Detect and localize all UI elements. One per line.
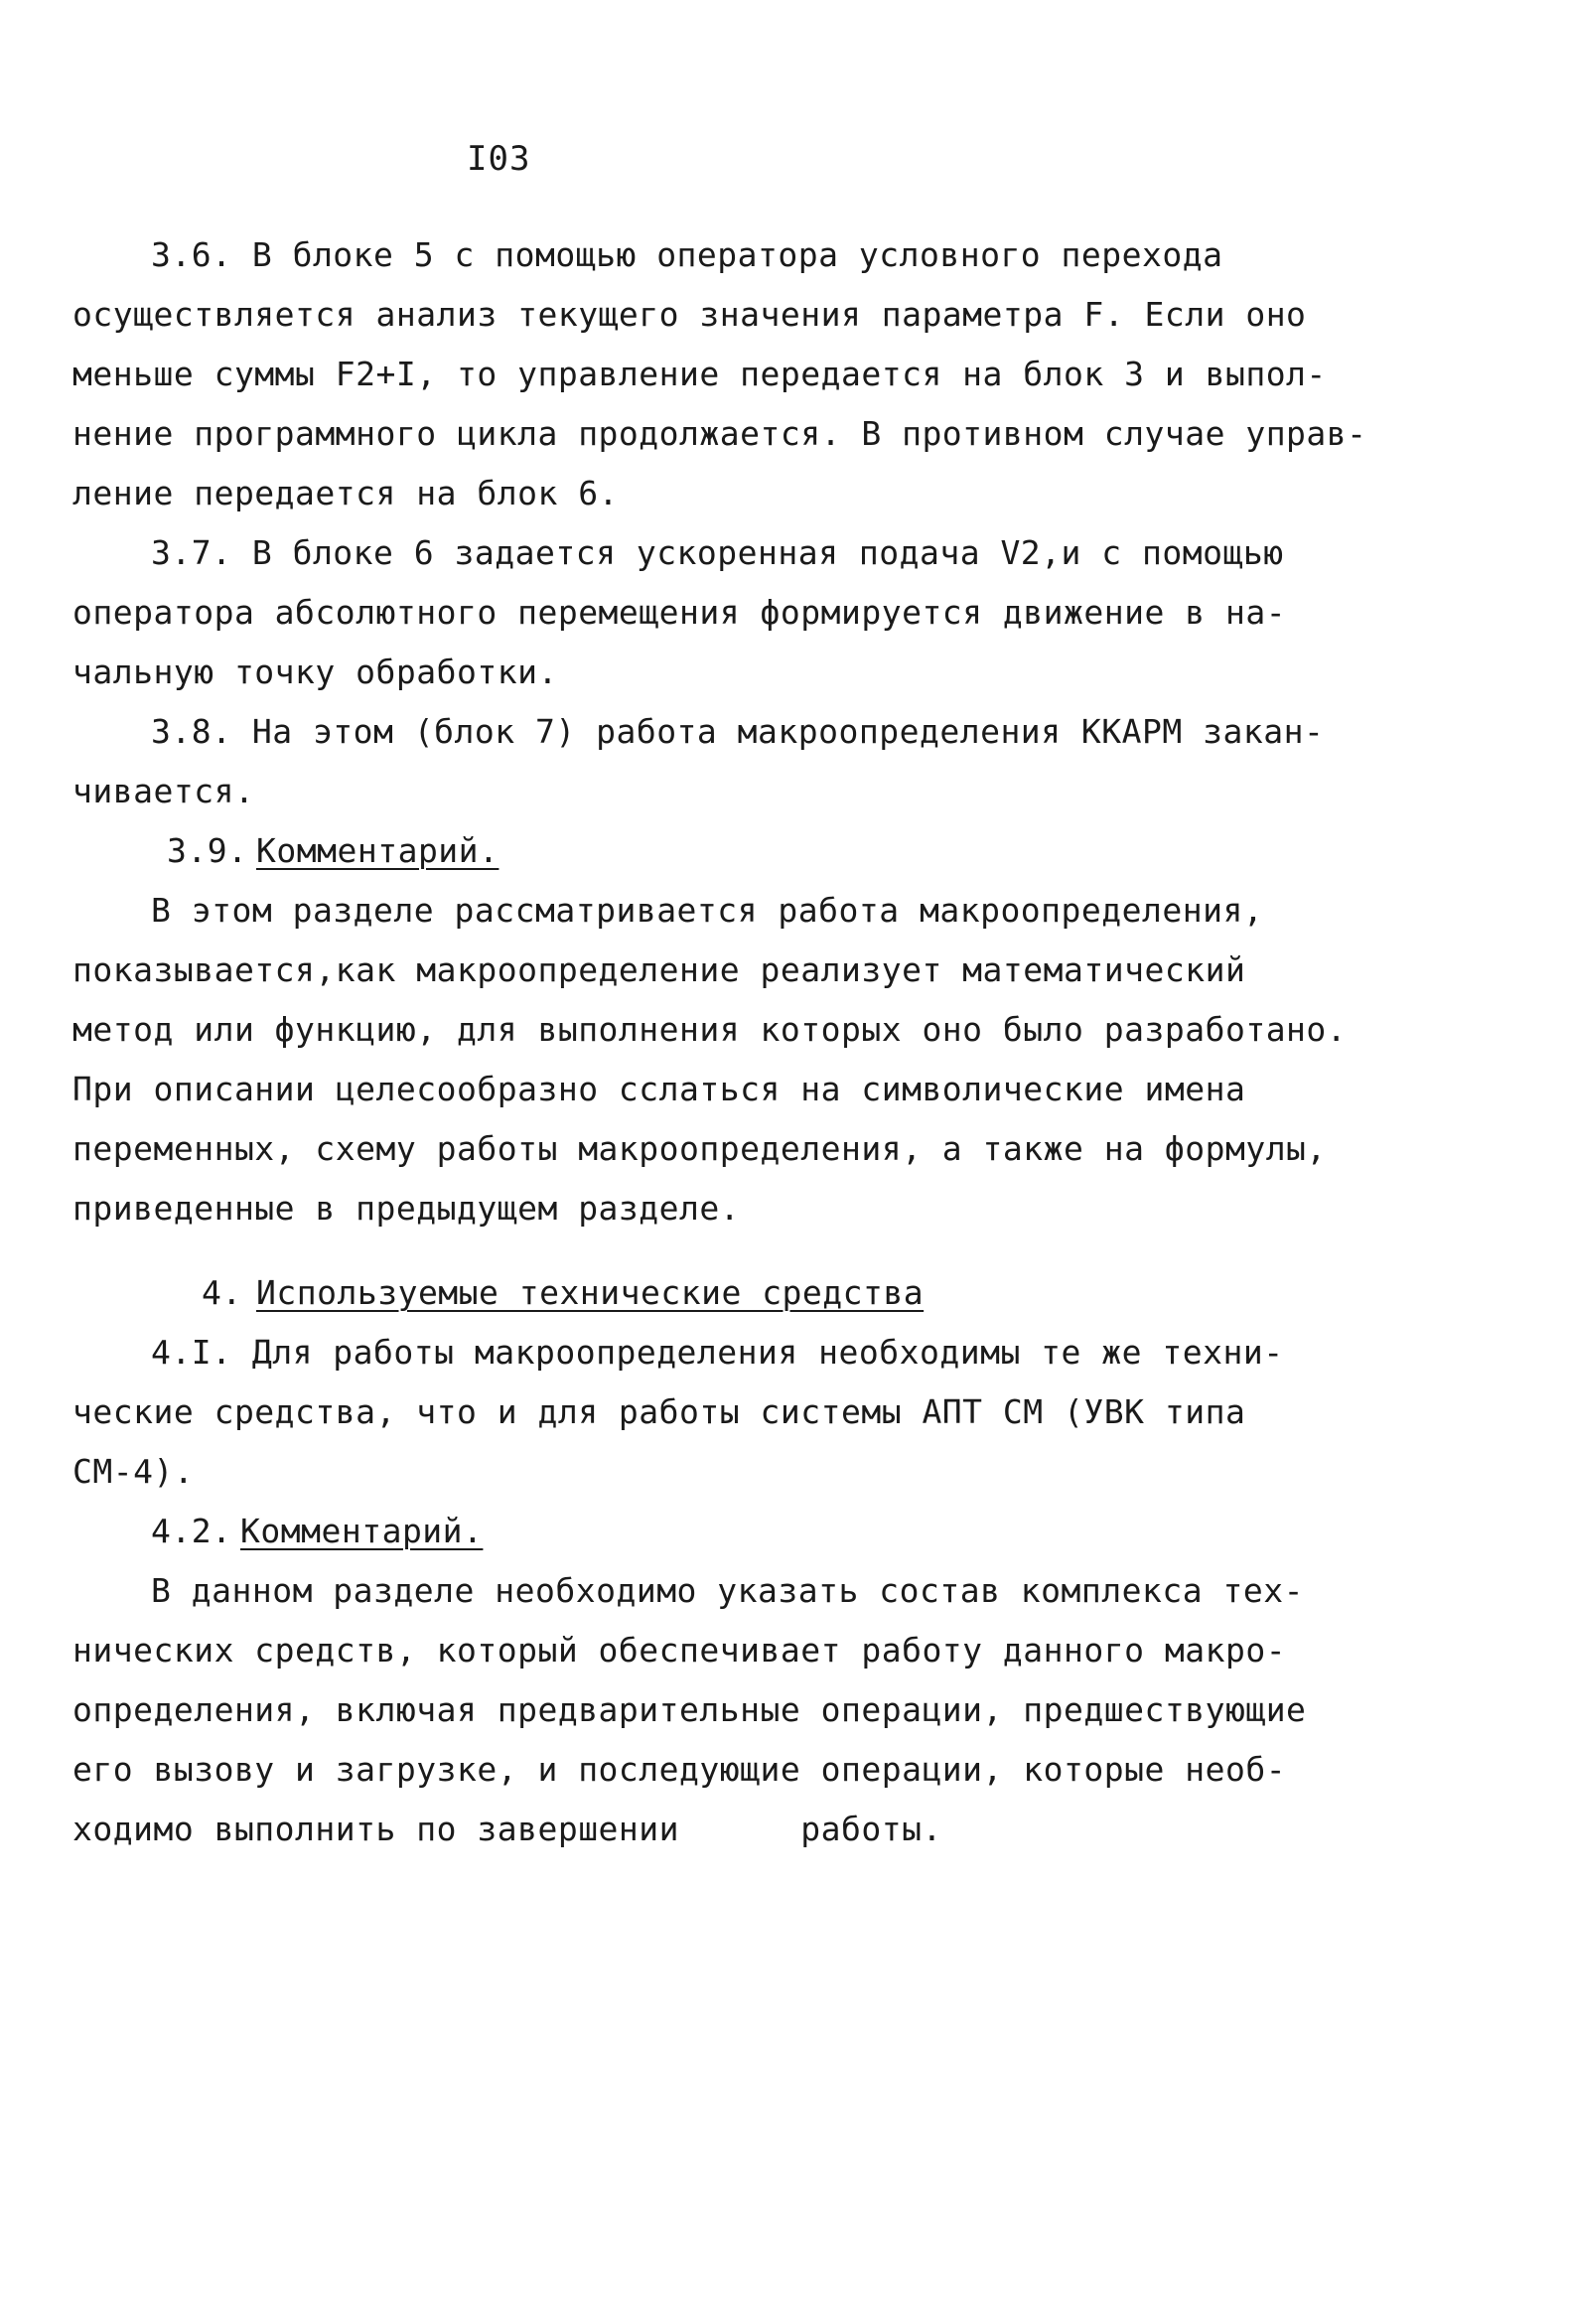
- text-line: В данном разделе необходимо указать состав комплекса тех-: [151, 1571, 1304, 1610]
- text-line: нение программного цикла продолжается. В противном случае управ-: [72, 414, 1367, 453]
- text-line: 4.I. Для работы макроопределения необходимы те же техни-: [151, 1333, 1284, 1372]
- page-number: I03: [467, 139, 531, 179]
- section-heading-number: 3.9.: [167, 831, 248, 870]
- text-line: 3.6. В блоке 5 с помощью оператора условного перехода: [151, 235, 1223, 274]
- text-line: ление передается на блок 6.: [72, 474, 619, 512]
- section-heading-title: Используемые технические средства: [256, 1273, 925, 1312]
- section-heading-number: 4.2.: [151, 1512, 232, 1550]
- text-line: переменных, схему работы макроопределения, а также на формулы,: [72, 1129, 1327, 1168]
- text-line: 3.8. На этом (блок 7) работа макроопределения ККАРМ закан-: [151, 712, 1325, 751]
- text-line: ческие средства, что и для работы системы АПТ СМ (УВК типа: [72, 1392, 1246, 1431]
- section-heading-number: 4.: [202, 1273, 242, 1312]
- text-line: определения, включая предварительные операции, предшествующие: [72, 1690, 1307, 1729]
- text-line: оператора абсолютного перемещения формируется движение в на-: [72, 593, 1287, 632]
- text-line: 3.7. В блоке 6 задается ускоренная подача V2,и с помощью: [151, 533, 1284, 572]
- text-line: показывается,как макроопределение реализует математический: [72, 950, 1246, 989]
- text-line: В этом разделе рассматривается работа макроопределения,: [151, 891, 1264, 930]
- text-line: приведенные в предыдущем разделе.: [72, 1189, 741, 1228]
- text-line: метод или функцию, для выполнения которых оно было разработано.: [72, 1010, 1348, 1049]
- section-heading-title: Комментарий.: [240, 1512, 484, 1550]
- text-line: осуществляется анализ текущего значения параметра F. Если оно: [72, 295, 1307, 334]
- section-heading-title: Комментарий.: [256, 831, 499, 870]
- text-line: чальную точку обработки.: [72, 653, 558, 691]
- text-line: его вызову и загрузке, и последующие операции, которые необ-: [72, 1750, 1287, 1789]
- text-line: нических средств, который обеспечивает работу данного макро-: [72, 1631, 1287, 1670]
- text-line: ходимо выполнить по завершении работы.: [72, 1810, 942, 1848]
- text-line: При описании целесообразно сслаться на символические имена: [72, 1070, 1246, 1108]
- text-line: чивается.: [72, 772, 255, 810]
- text-line: меньше суммы F2+I, то управление передается на блок 3 и выпол-: [72, 355, 1327, 393]
- text-line: СМ-4).: [72, 1452, 195, 1491]
